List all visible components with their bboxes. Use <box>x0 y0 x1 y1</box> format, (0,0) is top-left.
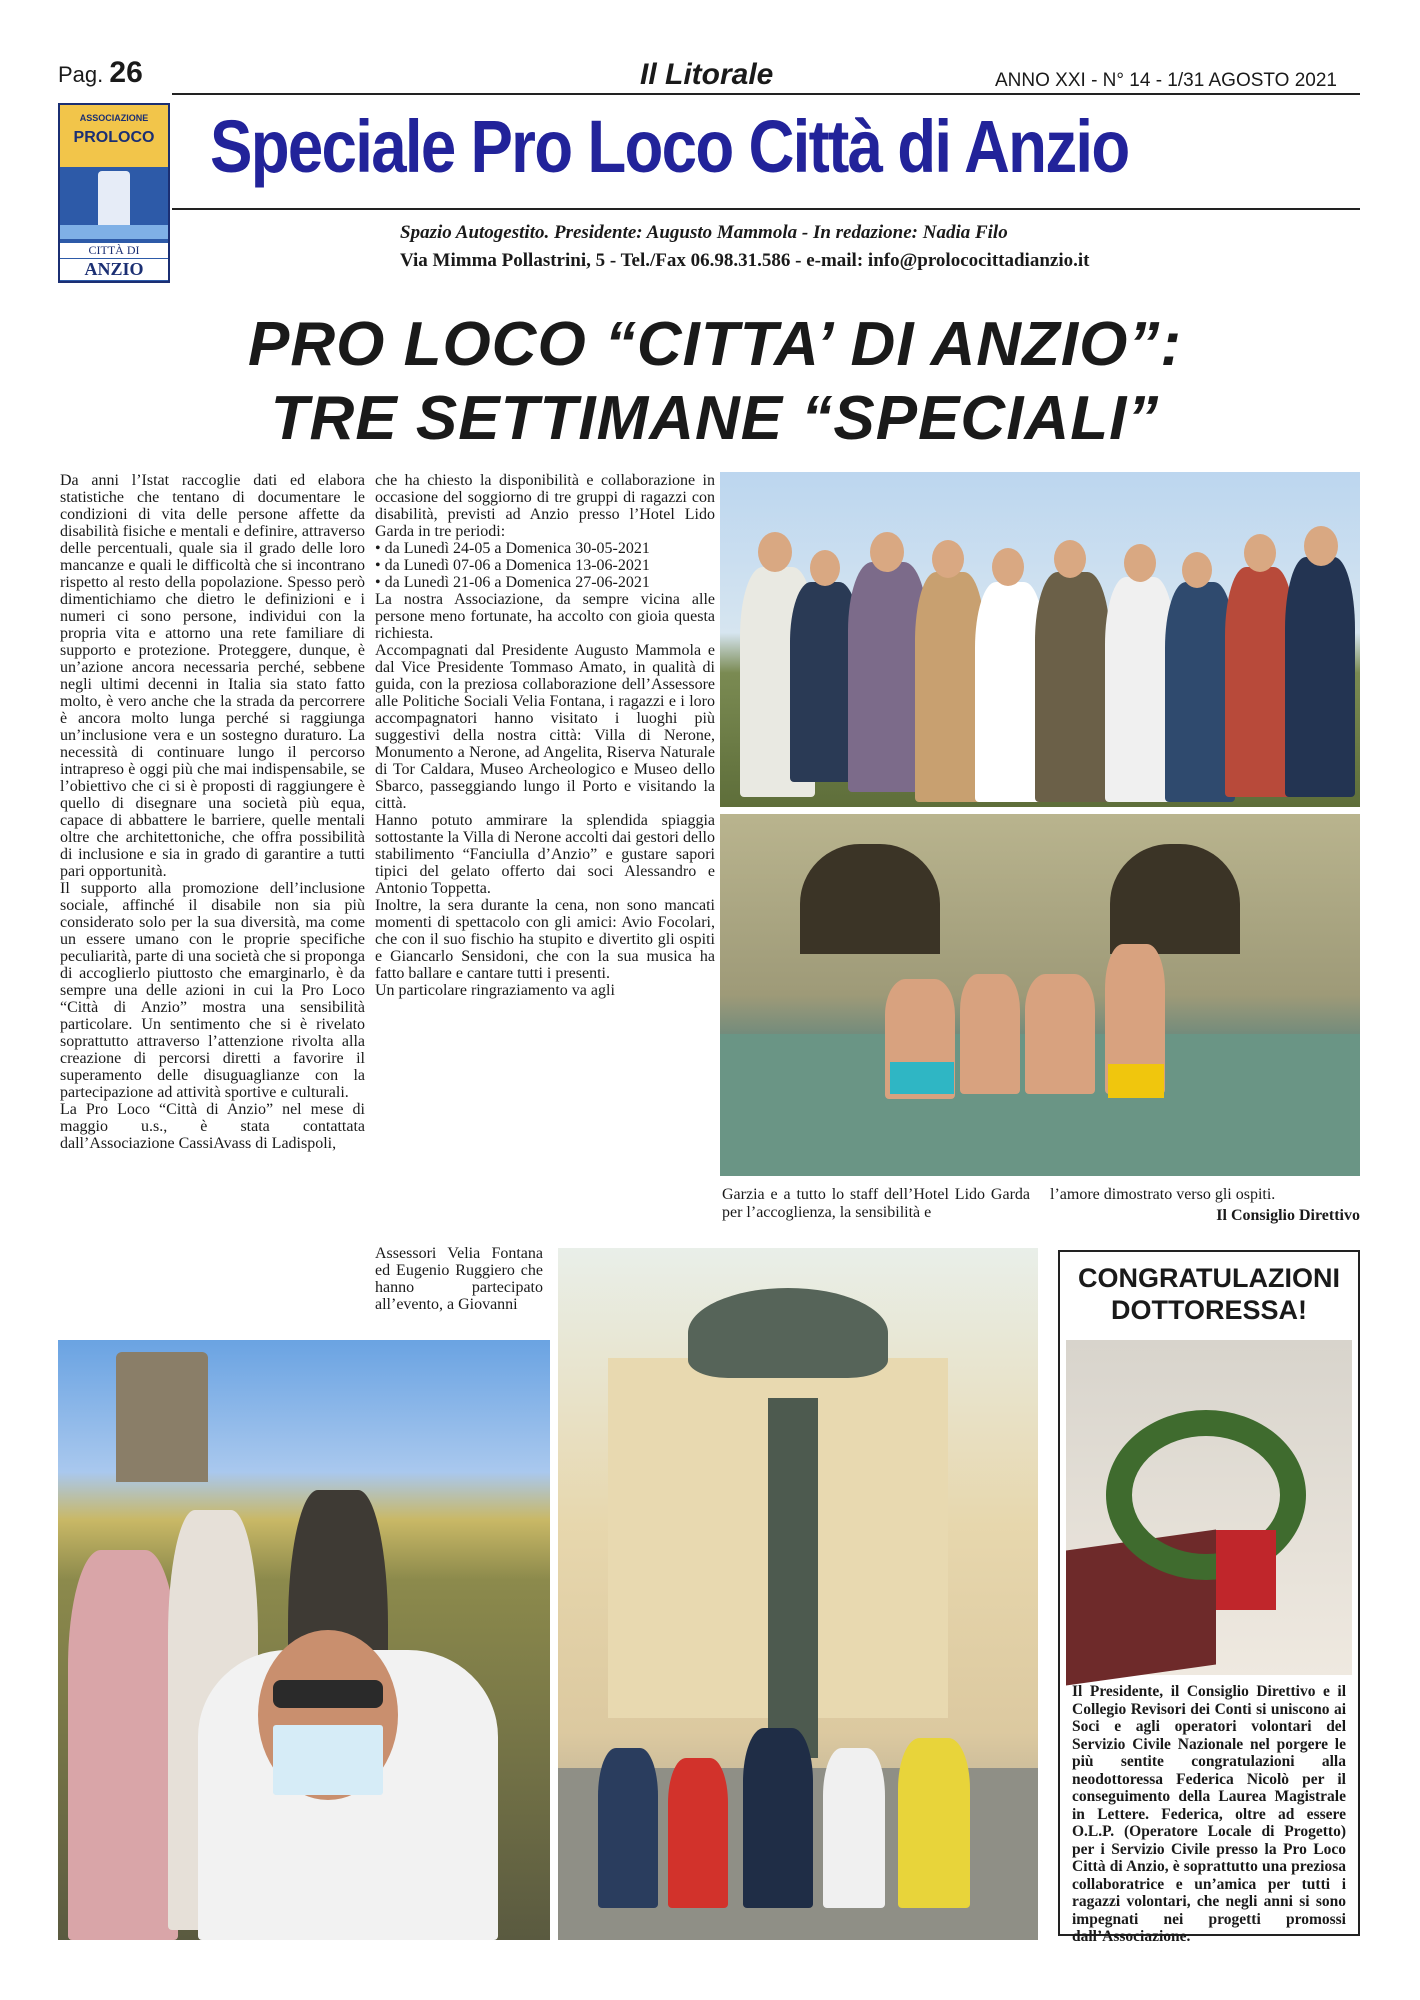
paragraph: Inoltre, la sera durante la cena, non sono mancati momenti di spettacolo con gli amici: Avio Focolari, che con il suo fischio ha stupito e divertito gli ospiti e Giancarlo Sensidoni, che con la sua musica ha fatto ballare e cantare tutti i presenti. <box>375 897 715 982</box>
face <box>1124 544 1156 582</box>
issue-info: ANNO XXI - N° 14 - 1/31 AGOSTO 2021 <box>995 70 1337 91</box>
paragraph: Accompagnati dal Presidente Augusto Mammola e dal Vice Presidente Tommaso Amato, in qualità di guida, con la preziosa collaborazione dell’Assessore alle Politiche Sociali Velia Fontana, i ragazzi e i loro accompagnatori hanno visitato i luoghi più suggestivi della nostra città: Villa di Nerone, Monumento a Nerone, ad Angelita, Riserva Naturale di Tor Caldara, Museo Archeologico e Museo dello Sbarco, passeggiando lungo il Porto e visitando la città. <box>375 642 715 812</box>
paragraph: La Pro Loco “Città di Anzio” nel mese di maggio u.s., è stata contattata dall’Associazione CassiAvass di Ladispoli, <box>60 1101 365 1152</box>
section-subtitle: Spazio Autogestito. Presidente: Augusto Mammola - In redazione: Nadia Filo <box>400 222 1008 243</box>
section-title: Speciale Pro Loco Città di Anzio <box>210 105 1129 188</box>
person-figure <box>1025 974 1095 1094</box>
section-contacts: Via Mimma Pollastrini, 5 - Tel./Fax 06.98.31.586 - e-mail: info@prolococittadianzio.it <box>400 250 1090 271</box>
sea-bathing-photo-icon <box>720 814 1360 1176</box>
red-ribbon-icon <box>1216 1530 1276 1610</box>
selfie-tower-photo-icon <box>58 1340 550 1940</box>
person-figure <box>960 974 1020 1094</box>
face <box>1054 540 1086 578</box>
headline-line2: TRE SETTIMANE “SPECIALI” <box>270 384 1160 453</box>
swim-shorts <box>890 1062 954 1094</box>
paragraph: Da anni l’Istat raccoglie dati ed elabora statistiche che tentano di documentare le condizioni di vita delle persone affette da disabilità fisiche e mentali e definire, attraverso delle percentuali, quale sia il grado delle loro mancanze e quali le difficoltà che si incontrano rispetto al resto della popolazione. Spesso però dimentichiamo che dietro le definizioni e i numeri ci sono persone, individui con la propria vita e attorno una rete familiare di supporto e protezione. Proteggere, dunque, è un’azione ancora necessaria perché, sebbene negli ultimi decenni in Italia sia stato fatto molto, è vero anche che la strada da percorrere è ancora molto lunga perché si raggiunga un’inclusione vera e un sostegno duraturo. La necessità di continuare lungo il percorso intrapreso è oggi più che mai indispensabile, se l’obiettivo che ci si è proposti di raggiungere è quello di disegnare una società più equa, capace di abbattere le barriere, quelle mentali oltre che architettoniche, che offra possibilità di inclusione e sia in grado di garantire a tutti pari opportunità. <box>60 472 365 880</box>
person-figure <box>1285 557 1355 797</box>
logo-city-line1: CITTÀ DI <box>60 243 168 258</box>
person-figure <box>598 1748 658 1908</box>
section-rule <box>172 208 1360 210</box>
person-figure <box>743 1728 813 1908</box>
paragraph: Un particolare ringraziamento va agli <box>375 982 615 999</box>
laurel-wreath-photo-icon <box>1066 1340 1352 1675</box>
congratulations-title-line2: DOTTORESSA! <box>1110 1295 1307 1325</box>
face <box>758 532 792 572</box>
congratulations-title <box>1058 1262 1360 1326</box>
person-figure <box>823 1748 885 1908</box>
face <box>1304 526 1338 566</box>
face <box>932 540 964 578</box>
article-closing-text: Garzia e a tutto lo staff dell’Hotel Lido Garda per l’accoglienza, la sensibilità e <box>722 1186 1030 1221</box>
face-mask <box>273 1725 383 1795</box>
seagulls-sculpture-icon <box>688 1288 888 1378</box>
list-item: • da Lunedì 07-06 a Domenica 13-06-2021 <box>375 557 650 574</box>
pro-loco-logo <box>58 103 170 283</box>
congratulations-body: Il Presidente, il Consiglio Direttivo e il Collegio Revisori dei Conti si uniscono ai Soci e agli operatori volontari del Servizio Civile Nazionale nel porgere le più sentite congratulazioni alla neodottoressa Federica Nicolò per il conseguimento della Laurea Magistrale in Lettere. Federica, oltre ad essere O.L.P. (Operatore Locale di Progetto) per i Servizio Civile presso la Pro Loco Città di Anzio, è soprattutto una preziosa collaboratrice e un’amica per tutti i ragazzi volontari, che negli anni si sono impegnati nei progetti promossi dall’Associazione. <box>1072 1683 1346 1945</box>
logo-arc-text: ASSOCIAZIONE <box>79 113 149 123</box>
page-number-value: 26 <box>109 56 143 89</box>
statue-icon <box>768 1398 818 1758</box>
article-signature: Il Consiglio Direttivo <box>1216 1207 1360 1224</box>
cave-opening <box>800 844 940 954</box>
logo-city-line2: ANZIO <box>60 259 168 280</box>
face <box>1182 552 1212 588</box>
person-figure <box>68 1550 178 1940</box>
face <box>870 532 904 572</box>
column-icon <box>98 171 130 231</box>
paragraph: Hanno potuto ammirare la splendida spiaggia sottostante la Villa di Nerone accolti dai gestori dello stabilimento “Fanciulla d’Anzio” e gustare sapori tipici del gelato offerto dai soci Alessandro e Antonio Toppetta. <box>375 812 715 897</box>
page-number: Pag. 26 <box>58 56 143 89</box>
cave-opening <box>1110 844 1240 954</box>
article-closing-text-2: l’amore dimostrato verso gli ospiti. <box>1050 1186 1276 1203</box>
article-column-1 <box>60 472 365 1152</box>
paragraph: Il supporto alla promozione dell’inclusione sociale, affinché il disabile non sia più considerato solo per la sua diversità, ma come un essere umano con le proprie specifiche peculiarità, parte di una società che si proponga di accoglierlo piuttosto che emarginarlo, è da sempre una delle azioni in cui la Pro Loco “Città di Anzio” mostra una sensibilità particolare. Un sentimento che si è rivelato soprattutto attraverso l’attenzione rivolta alla creazione di percorsi diretti a favorire il superamento delle disuguaglianze con la partecipazione ad attività sportive e culturali. <box>60 880 365 1101</box>
paragraph: che ha chiesto la disponibilità e collaborazione in occasione del soggiorno di tre gruppi di ragazzi con disabilità, previsti ad Anzio presso l’Hotel Lido Garda in tre periodi: <box>375 472 715 540</box>
paragraph: La nostra Associazione, da sempre vicina alle persone meno fortunate, ha accolto con gioia questa richiesta. <box>375 591 715 642</box>
article-column-2-continued: Assessori Velia Fontana ed Eugenio Ruggiero che hanno partecipato all’evento, a Giovanni <box>375 1245 543 1313</box>
monument-group-photo-icon <box>558 1248 1038 1940</box>
person-figure <box>898 1738 970 1908</box>
list-item: • da Lunedì 24-05 a Domenica 30-05-2021 <box>375 540 650 557</box>
article-column-2 <box>375 472 715 999</box>
person-figure <box>668 1758 728 1908</box>
newspaper-name: Il Litorale <box>640 58 774 91</box>
laurel-wreath-icon <box>1106 1410 1306 1580</box>
face <box>810 550 840 586</box>
header-rule <box>172 93 1360 95</box>
logo-name: PROLOCO <box>73 129 155 146</box>
face <box>1244 534 1276 572</box>
person-figure <box>1035 572 1110 802</box>
tower-icon <box>116 1352 208 1482</box>
swim-shorts <box>1108 1064 1164 1098</box>
sunglasses-icon <box>273 1680 383 1708</box>
face <box>992 548 1024 586</box>
group-photo-icon <box>720 472 1360 807</box>
headline-line1: PRO LOCO “CITTA’ DI ANZIO”: <box>248 310 1182 379</box>
congratulations-title-line1: CONGRATULAZIONI <box>1078 1263 1340 1293</box>
list-item: • da Lunedì 21-06 a Domenica 27-06-2021 <box>375 574 650 591</box>
wave-icon <box>60 225 168 239</box>
article-headline <box>70 308 1360 456</box>
